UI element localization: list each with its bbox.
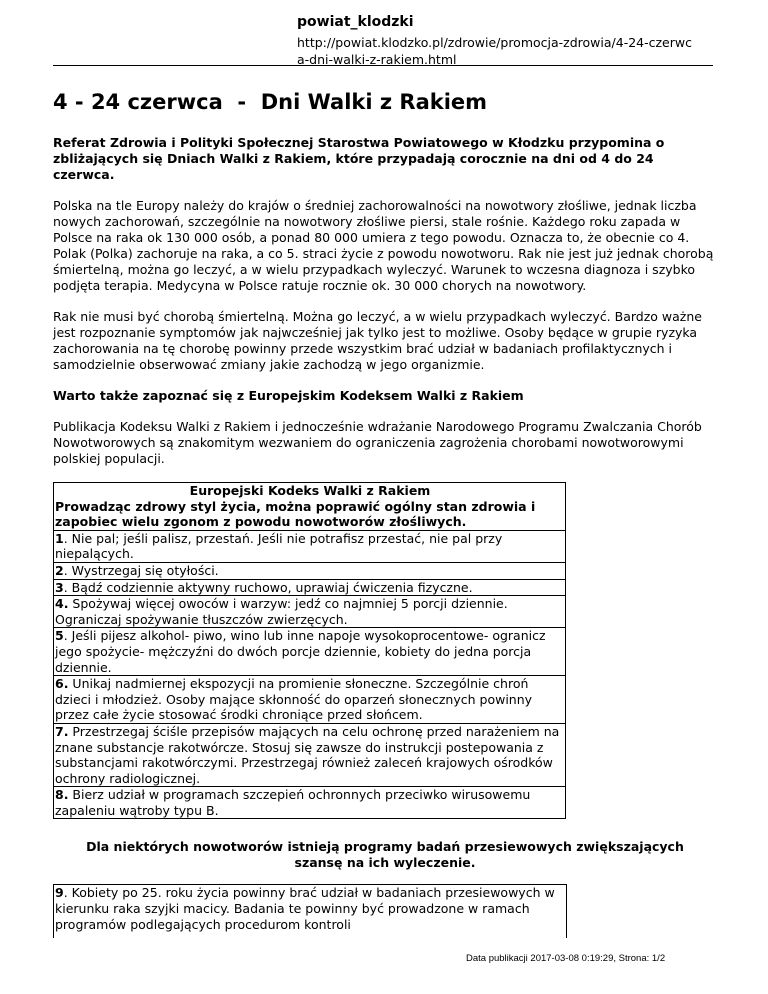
kodeks-row-text: Bierz udział w programach szczepień ochronnych przeciwko wirusowemu zapaleniu wątroby typu B. bbox=[55, 787, 531, 818]
page-title: 4 - 24 czerwca - Dni Walki z Rakiem bbox=[53, 90, 488, 114]
screening-row-text: . Kobiety po 25. roku życia powinny brać udział w badaniach przesiewowych w kierunku raka szyjki macicy. Badania te powinny być prowadzone w ramach programów podlegających procedurom kontroli bbox=[55, 885, 555, 932]
kodeks-row bbox=[54, 530, 566, 562]
kodeks-row-text: Spożywaj więcej owoców i warzyw: jedź co najmniej 5 porcji dziennie. Ograniczaj spożywanie tłuszczów zwierzęcych. bbox=[55, 596, 508, 627]
kodeks-row bbox=[54, 596, 566, 628]
kodeks-row bbox=[54, 787, 566, 819]
screening-row-number: 9 bbox=[55, 885, 64, 901]
paragraph-2: Rak nie musi być chorobą śmiertelną. Można go leczyć, a w wielu przypadkach wyleczyć. Bardzo ważne jest rozpoznanie symptomów jak najwcześniej jak tylko jest to możliwe. Osoby będące w grupie ryzyka zachorowania na tę chorobę powinny przede wszystkim brać udział w badaniach profilaktycznych i samodzielnie obserwować zmiany jakie zachodzą w jego organizmie. bbox=[53, 309, 702, 372]
kodeks-row-number: 5 bbox=[55, 628, 64, 644]
kodeks-row bbox=[54, 628, 566, 676]
kodeks-row-number: 6. bbox=[55, 676, 69, 692]
kodeks-row-text: . Nie pal; jeśli palisz, przestań. Jeśli nie potrafisz przestać, nie pal przy niepalących. bbox=[55, 530, 503, 562]
kodeks-row-number: 4. bbox=[55, 596, 69, 612]
kodeks-intro: Prowadząc zdrowy styl życia, można poprawić ogólny stan zdrowia i zapobiec wielu zgonom z powodu nowotworów złośliwych. bbox=[55, 498, 536, 530]
page-url-line1: http://powiat.klodzko.pl/zdrowie/promocja-zdrowia/4-24-czerwc bbox=[297, 35, 692, 50]
page-url-line2: a-dni-walki-z-rakiem.html bbox=[297, 52, 457, 67]
kodeks-row-number: 1 bbox=[55, 530, 64, 546]
kodeks-row-text: . Wystrzegaj się otyłości. bbox=[63, 562, 219, 578]
kodeks-row bbox=[54, 562, 566, 579]
paragraph-4: Publikacja Kodeksu Walki z Rakiem i jednocześnie wdrażanie Narodowego Programu Zwalczania Chorób Nowotworowych są znakomitym wezwaniem do ograniczenia zagrożenia chorobami nowotworowymi polskiej populacji. bbox=[53, 419, 702, 466]
page-url[interactable] bbox=[297, 34, 717, 68]
kodeks-row-number: 7. bbox=[55, 723, 69, 739]
kodeks-row bbox=[54, 723, 566, 786]
kodeks-row-number: 8. bbox=[55, 787, 69, 803]
document-header bbox=[297, 13, 717, 68]
kodeks-row-text: . Jeśli pijesz alkohol- piwo, wino lub inne napoje wysokoprocentowe- ogranicz jego spożycie- mężczyźni do dwóch porcje dziennie, kobiety do jedna porcja dziennie. bbox=[55, 628, 546, 675]
kodeks-row-text: Unikaj nadmiernej ekspozycji na promienie słoneczne. Szczególnie chroń dzieci i młodzież. Osoby mające skłonność do oparzeń słonecznych powinny przez całe życie stosować środki chroniące przed słońcem. bbox=[55, 676, 533, 723]
kodeks-row bbox=[54, 579, 566, 596]
site-name: powiat_klodzki bbox=[297, 14, 414, 30]
paragraph-3: Warto także zapoznać się z Europejskim Kodeksem Walki z Rakiem bbox=[53, 388, 524, 403]
kodeks-row-number: 3 bbox=[55, 579, 64, 595]
kodeks-row-number: 2 bbox=[55, 562, 64, 578]
lead-paragraph: Referat Zdrowia i Polityki Społecznej Starostwa Powiatowego w Kłodzku przypomina o zbliżających się Dniach Walki z Rakiem, które przypadają corocznie na dni od 4 do 24 czerwca. bbox=[53, 135, 665, 182]
header-divider bbox=[53, 65, 713, 66]
article-body bbox=[53, 88, 717, 938]
kodeks-table bbox=[53, 482, 566, 819]
publication-footer: Data publikacji 2017-03-08 0:19:29, Strona: 1/2 bbox=[466, 953, 666, 964]
paragraph-1: Polska na tle Europy należy do krajów o średniej zachorowalności na nowotwory złośliwe, jednak liczba nowych zachorowań, szczególnie na nowotwory złośliwe piersi, stale rośnie. Każdego roku zapada w Polsce na raka ok 130 000 osób, a ponad 80 000 umiera z tego powodu. Oznacza to, że obecnie co 4. Polak (Polka) zachoruje na raka, a co 5. straci życie z powodu nowotworu. Rak nie jest już jednak chorobą śmiertelną, można go leczyć, a w wielu przypadkach wyleczyć. Warunek to wczesna diagnoza i szybko podjęta terapia. Medycyna w Polsce ratuje rocznie ok. 30 000 chorych na nowotwory. bbox=[53, 198, 714, 293]
screening-heading: Dla niektórych nowotworów istnieją programy badań przesiewowych zwiększających szansę na ich wyleczenie. bbox=[86, 839, 684, 871]
kodeks-title: Europejski Kodeks Walki z Rakiem bbox=[189, 483, 431, 498]
kodeks-row bbox=[54, 676, 566, 724]
kodeks-row-text: . Bądź codziennie aktywny ruchowo, uprawiaj ćwiczenia fizyczne. bbox=[63, 579, 473, 595]
kodeks-header-cell bbox=[54, 483, 566, 531]
screening-box bbox=[53, 884, 567, 938]
kodeks-row-text: Przestrzegaj ściśle przepisów mających na celu ochronę przed narażeniem na znane substancje rakotwórcze. Stosuj się zawsze do instrukcji postepowania z substancjami rakotwórczymi. Przestrzegaj również zaleceń krajowych ośrodków ochrony radiologicznej. bbox=[55, 723, 560, 786]
